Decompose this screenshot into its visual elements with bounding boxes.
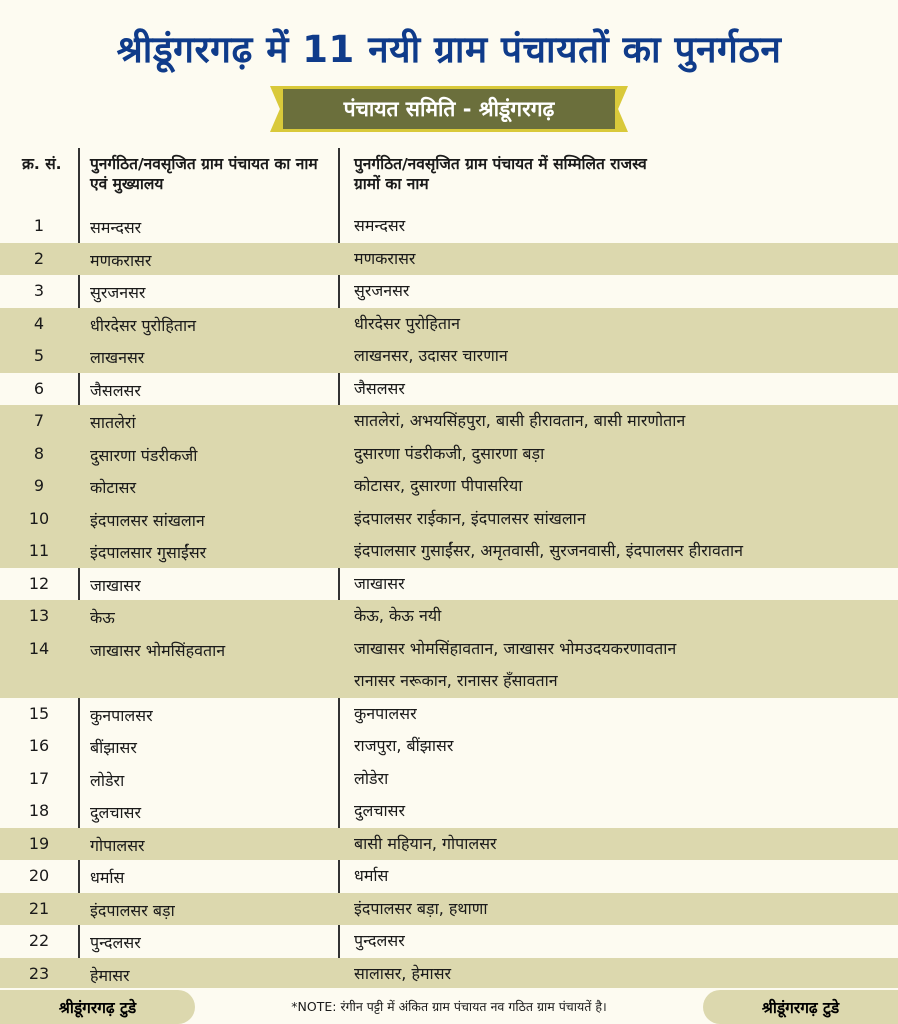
footer-brand-left: श्रीडूंगरगढ़ टुडे [0,990,195,1024]
row-sno: 7 [33,411,45,430]
table-row [0,958,898,991]
row-villages [354,470,522,502]
row-panchayat-name: जाखासर [90,575,141,595]
row-villages [354,308,460,340]
row-villages [354,893,487,925]
subtitle-banner [270,86,628,132]
row-panchayat-name: धीरदेसर पुरोहितान [90,315,197,335]
table-row [0,893,898,926]
row-sno: 17 [28,768,50,788]
table-row [0,438,898,471]
row-panchayat-name: धर्मास [90,868,125,887]
row-villages [354,828,497,860]
row-panchayat-name: हेमासर [90,965,130,985]
village-line: राजपुरा, बींझासर [354,736,454,755]
row-panchayat-name: दुलचासर [90,803,142,822]
village-line: लाखनसर, उदासर चारणान [354,346,508,365]
village-line: दुसारणा पंडरीकजी, दुसारणा बड़ा [354,443,545,463]
row-panchayat-name: केऊ [90,608,115,627]
footer-brand-right: श्रीडूंगरगढ़ टुडे [703,990,898,1024]
header-panchayat-name: पुनर्गठित/नवसृजित ग्राम पंचायत का नाम एवं मुख्यालय [90,155,318,193]
row-sno: 19 [28,833,50,853]
table-row [0,405,898,438]
village-line: बासी महियान, गोपालसर [354,833,497,853]
table-header [0,146,898,210]
row-panchayat-name: कोटासर [90,478,137,497]
row-sno: 14 [28,638,50,658]
row-sno: 18 [28,801,50,820]
row-villages [354,795,405,827]
village-line: धीरदेसर पुरोहितान [354,313,461,333]
village-line: जाखासर भोमसिंहावतान, जाखासर भोमउदयकरणावतान [354,638,677,658]
row-panchayat-name: समन्दसर [90,218,142,237]
table-row [0,633,898,698]
row-sno: 10 [28,508,50,528]
row-panchayat-name: बींझासर [90,738,137,757]
table-row [0,243,898,276]
row-panchayat-name: गोपालसर [90,835,145,855]
table-row [0,210,898,243]
row-villages [354,535,743,567]
row-villages [354,373,405,405]
village-line: इंदपालसार गुसाईंसर, अमृतवासी, सुरजनवासी, इंदपालसर हीरावतान [354,541,743,560]
row-villages [354,730,453,762]
village-line: पुन्दलसर [354,931,405,950]
village-line: केऊ, केऊ नयी [354,606,442,625]
row-sno: 8 [33,443,45,463]
row-villages [354,698,417,730]
row-panchayat-name: सातलेरां [90,413,136,432]
row-villages [354,633,676,697]
row-sno: 5 [33,346,45,365]
row-villages [354,925,405,957]
table-row [0,828,898,861]
table-row [0,275,898,308]
row-panchayat-name: जाखासर भोमसिंहवतान [90,640,226,660]
row-panchayat-name: इंदपालसार गुसाईंसर [90,543,207,562]
table-row [0,340,898,373]
village-line: लोडेरा [354,768,389,788]
row-villages [354,210,405,242]
table-row [0,600,898,633]
row-villages [354,275,409,307]
village-line: सुरजनसर [354,281,410,300]
row-villages [354,568,405,600]
row-sno: 16 [28,736,50,755]
village-line: धर्मास [354,866,389,885]
village-line: दुलचासर [354,801,406,820]
row-sno: 21 [28,898,50,918]
row-panchayat-name: मणकरासर [90,250,152,270]
footer-note: *NOTE: रंगीन पट्टी में अंकित ग्राम पंचायत नव गठित ग्राम पंचायतें है। [291,999,607,1014]
row-sno: 9 [33,476,45,495]
table-row [0,763,898,796]
row-sno: 22 [28,931,50,950]
table-row [0,535,898,568]
row-villages [354,340,508,372]
village-line: सातलेरां, अभयसिंहपुरा, बासी हीरावतान, बासी मारणोतान [354,411,686,430]
table-row [0,568,898,601]
row-panchayat-name: सुरजनसर [90,283,146,302]
village-line: सालासर, हेमासर [354,963,452,983]
village-line: इंदपालसर बड़ा, हथाणा [354,898,488,918]
row-sno: 6 [33,378,45,398]
row-villages [354,405,685,437]
banner-label: पंचायत समिति - श्रीडूंगरगढ़ [280,86,618,132]
page-title: श्रीडूंगरगढ़ में 11 नयी ग्राम पंचायतों का पुनर्गठन [116,28,782,71]
header-villages: पुनर्गठित/नवसृजित ग्राम पंचायत में सम्मिलित राजस्व ग्रामों का नाम [354,155,647,193]
table-row [0,470,898,503]
row-villages [354,958,451,990]
row-sno: 3 [33,281,45,300]
row-panchayat-name: कुनपालसर [90,705,153,725]
row-panchayat-name: इंदपालसर बड़ा [90,900,175,920]
table-row [0,503,898,536]
table-row [0,308,898,341]
row-sno: 20 [28,866,50,885]
table-body [0,210,898,990]
row-sno: 1 [33,216,45,235]
footer [0,988,898,1024]
row-villages [354,438,544,470]
row-sno: 12 [28,573,50,593]
row-panchayat-name: पुन्दलसर [90,933,141,952]
row-villages [354,243,415,275]
village-line: जाखासर [354,573,405,593]
table-row [0,730,898,763]
row-panchayat-name: इंदपालसर सांखलान [90,510,205,530]
row-panchayat-name: लोडेरा [90,770,125,790]
village-line: कुनपालसर [354,703,417,723]
row-villages [354,763,388,795]
village-line: समन्दसर [354,216,406,235]
village-line: जैसलसर [354,378,405,398]
village-line: कोटासर, दुसारणा पीपासरिया [354,476,523,495]
row-sno: 13 [28,606,50,625]
header-sno: क्र. सं. [22,155,62,173]
table-row [0,795,898,828]
row-panchayat-name: जैसलसर [90,380,141,400]
table-row [0,373,898,406]
village-line: इंदपालसर राईकान, इंदपालसर सांखलान [354,508,586,528]
village-line: रानासर नरूकान, रानासर हँसावतान [354,670,558,690]
row-sno: 23 [28,963,50,983]
table-row [0,860,898,893]
row-sno: 15 [28,703,50,723]
row-villages [354,503,586,535]
village-line: मणकरासर [354,248,416,268]
row-panchayat-name: दुसारणा पंडरीकजी [90,445,198,465]
row-villages [354,600,441,632]
table-row [0,698,898,731]
row-sno: 11 [28,541,50,560]
table-row [0,925,898,958]
row-sno: 2 [33,248,45,268]
row-panchayat-name: लाखनसर [90,348,145,367]
row-villages [354,860,388,892]
row-sno: 4 [33,313,45,333]
